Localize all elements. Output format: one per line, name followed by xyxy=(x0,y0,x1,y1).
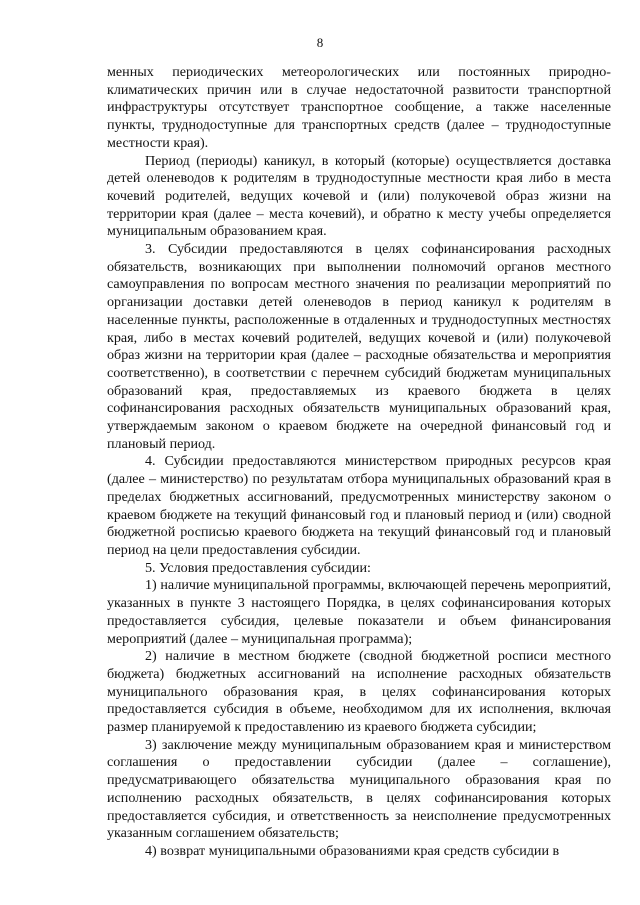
page-number: 8 xyxy=(316,35,324,50)
body-text xyxy=(107,64,611,861)
paragraph: 3. Субсидии предоставляются в целях софинансирования расходных обязательств, возникающих при выполнении полномочий органов местного самоуправления по вопросам местного значения по реализации мероприятий по организации доставки детей оленеводов в период каникул к родителям в населенные пункты, расположенные в отдаленных и труднодоступных местностях края, либо в местах кочевий родителей, ведущих кочевой и (или) полукочевой образ жизни на территории края (далее – расходные обязательства и мероприятия соответственно), в соответствии с перечнем субсидий бюджетам муниципальных образований края, предоставляемых из краевого бюджета в целях софинансирования расходных обязательств муниципальных образований края, утверждаемым законом о краевом бюджете на очередной финансовый год и плановый период. xyxy=(107,241,611,452)
paragraph: менных периодических метеорологических или постоянных природно-климатических причин или в случае недостаточной развитости транспортной инфраструктуры отсутствует транспортное сообщение, а также населенные пункты, труднодоступные для транспортных средств (далее – труднодоступные местности края). xyxy=(107,64,611,151)
list-item: 2) наличие в местном бюджете (сводной бюджетной росписи местного бюджета) бюджетных ассигнований на исполнение расходных обязательств муниципального образования края, в целях софинансирования которых предоставляется субсидия в объеме, необходимом для их исполнения, включая размер планируемой к предоставлению из краевого бюджета субсидии; xyxy=(107,648,611,736)
list-item: 3) заключение между муниципальным образованием края и министерством соглашения о предоставлении субсидии (далее – соглашение), предусматривающего обязательства муниципального образования края по исполнению расходных обязательств, в целях софинансирования которых предоставляется субсидия, и ответственность за неисполнение предусмотренных указанным соглашением обязательств; xyxy=(107,736,611,842)
paragraph: 4. Субсидии предоставляются министерством природных ресурсов края (далее – министерство) по результатам отбора муниципальных образований края в пределах бюджетных ассигнований, предусмотренных министерству законом о краевом бюджете на текущий финансовый год и плановый период и (или) сводной бюджетной росписью краевого бюджета на текущий финансовый год и плановый период на цели предоставления субсидии. xyxy=(107,453,611,558)
paragraph: Период (периоды) каникул, в который (которые) осуществляется доставка детей оленеводов к родителям в труднодоступные местности края либо в места кочевий родителей, ведущих кочевой и (или) полукочевой образ жизни на территории края (далее – места кочевий), и обратно к месту учебы определяется муниципальным образованием края. xyxy=(107,152,611,240)
list-item: 1) наличие муниципальной программы, включающей перечень мероприятий, указанных в пункте 3 настоящего Порядка, в целях софинансирования которых предоставляется субсидия, целевые показатели и объем финансирования мероприятий (далее – муниципальная программа); xyxy=(107,577,611,647)
paragraph: 5. Условия предоставления субсидии: xyxy=(145,559,371,576)
list-item: 4) возврат муниципальными образованиями края средств субсидии в xyxy=(145,842,560,859)
